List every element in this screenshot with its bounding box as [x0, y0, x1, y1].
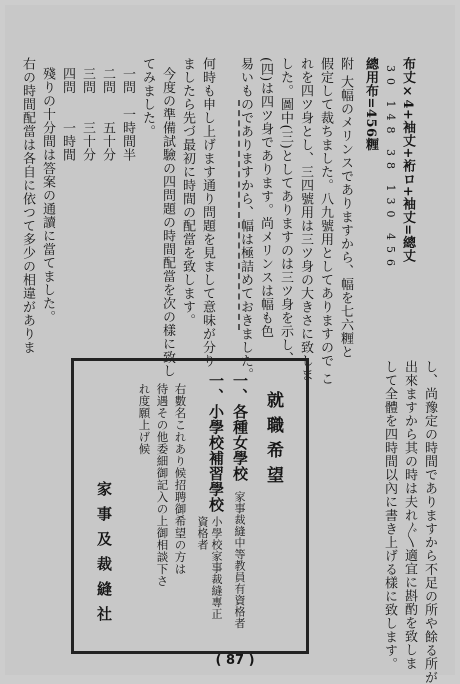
paragraph-line-5: (四)は四ツ身であります。尚メリンスは幅も色 — [258, 57, 273, 339]
schedule-item-1: 一問 一時間半 — [120, 67, 135, 162]
continuation-line-2: 出來ますから其の時は夫れ〲適宜に斟酌を致しま — [402, 360, 417, 670]
document-page — [5, 5, 455, 684]
intro-line-3: 今度の準備試驗の四問題の時間配當を次の樣に致し — [160, 67, 175, 378]
ad-item-2-heading: 一、小學校補習學校 — [207, 373, 225, 513]
schedule-item-2: 二問 五十分 — [100, 67, 115, 162]
closing-line-2: 右の時間配當は各自に依つて多少の相違がありま — [20, 57, 35, 354]
ad-note-line-2: 待遇その他委細御記入の上御相談下さ — [155, 383, 170, 587]
section-divider — [238, 100, 240, 330]
paragraph-line-2: 假定して裁ちました。八九號用としてありますので こ — [318, 57, 333, 386]
intro-line-4: てみました。 — [140, 57, 155, 138]
ad-note-line-1: 右數名これあり候招聘御希望の方は — [173, 383, 188, 575]
formula-line-1: 布丈×4+袖丈+裄ロ+袖丈=總丈 — [400, 57, 415, 263]
job-advertisement-box — [71, 358, 309, 654]
ad-item-2-detail-1: 小學校家事裁縫專正 — [210, 516, 223, 620]
paragraph-line-3: れを四ツ身とし、三四號用は三ツ身の大きさに致しま — [298, 57, 313, 381]
schedule-item-3: 三問 三十分 — [80, 67, 95, 162]
closing-line-1: 殘りの十分間は答案の通讀に當てました。 — [40, 67, 55, 324]
paragraph-line-1: 附 大幅のメリンスでありますから、幅を七六糎と — [338, 57, 353, 359]
ad-item-2-detail-2: 資格者 — [196, 516, 209, 551]
continuation-line-1: し、尚豫定の時間でありますから不足の所や餘る所が — [422, 360, 437, 684]
paragraph-line-6: 易いものでありますから、幅は極詰めておきました。 — [238, 57, 253, 381]
ad-title: 就職希望 — [263, 391, 283, 491]
formula-line-2: 30 148 38 130 456 — [384, 65, 397, 272]
continuation-line-3: して全體を四時間以內に書き上げる樣に致します。 — [382, 360, 397, 671]
intro-line-2: ましたら先づ最初に時間の配當を致します。 — [180, 57, 195, 327]
ad-note-line-3: れ度願上げ候 — [137, 383, 152, 455]
ad-item-1-detail: 家事裁縫中等教員有資格者 — [233, 491, 246, 629]
page-number: ( 87 ) — [215, 653, 255, 668]
schedule-item-4: 四問 一時間 — [60, 67, 75, 162]
formula-line-3: 總用布=456糎 — [363, 57, 378, 152]
intro-line-1: 何時も申し上げます通り問題を見まして意味が分り — [200, 57, 215, 368]
ad-item-1-heading: 一、各種女學校 — [231, 373, 249, 482]
paragraph-line-4: した。圖中(三)としてありますのは三ツ身を示し、 — [278, 57, 293, 366]
ad-publisher: 家事及裁縫社 — [95, 481, 113, 631]
